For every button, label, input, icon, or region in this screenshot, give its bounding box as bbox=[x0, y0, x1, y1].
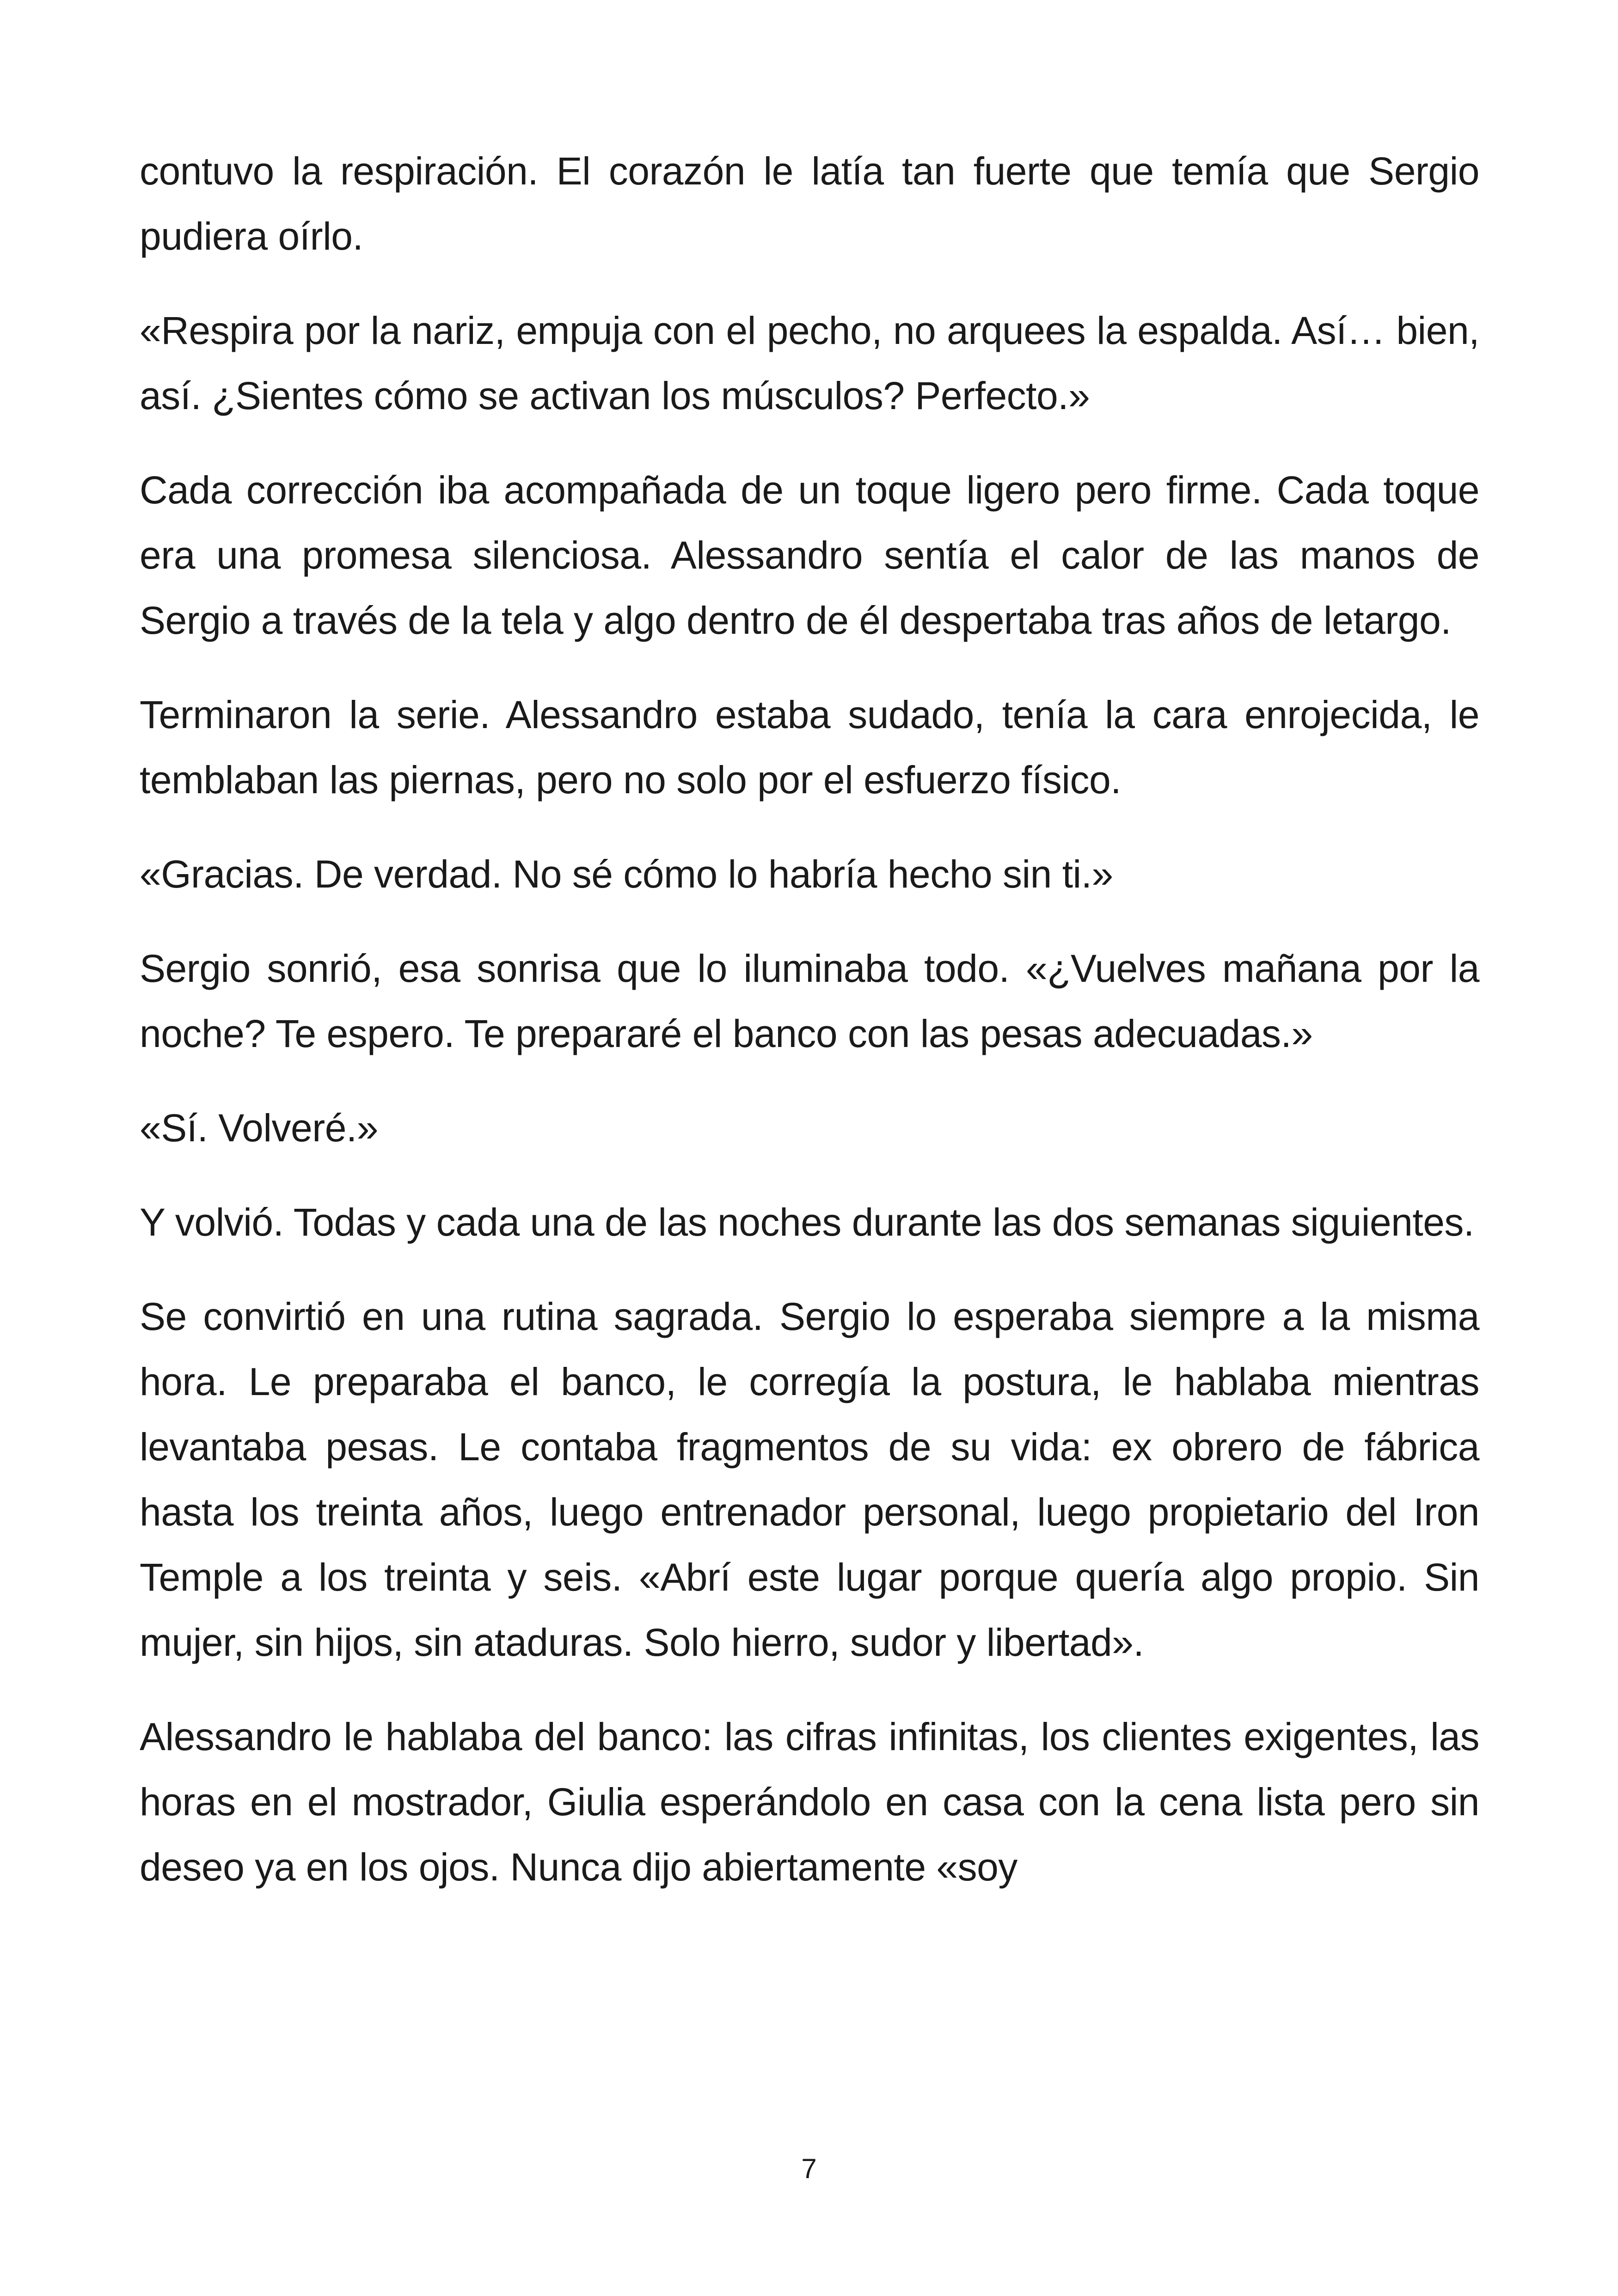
body-text bbox=[140, 139, 1479, 1929]
paragraph: «Gracias. De verdad. No sé cómo lo habría hecho sin ti.» bbox=[140, 852, 1113, 896]
paragraph: Se convirtió en una rutina sagrada. Sergio lo esperaba siempre a la misma hora. Le preparaba el banco, le corregía la postura, le hablaba mientras levantaba pesas. Le contaba fragmentos de su vida: ex obrero de fábrica hasta los treinta años, luego entrenador personal, luego propietario del Iron Temple a los treinta y seis. «Abrí este lugar porque quería algo propio. Sin mujer, sin hijos, sin ataduras. Solo hierro, sudor y libertad». bbox=[140, 1295, 1479, 1664]
paragraph: «Respira por la nariz, empuja con el pecho, no arquees la espalda. Así… bien, así. ¿Sientes cómo se activan los músculos? Perfecto.» bbox=[140, 309, 1479, 417]
paragraph: contuvo la respiración. El corazón le latía tan fuerte que temía que Sergio pudiera oírlo. bbox=[140, 149, 1479, 258]
paragraph: Y volvió. Todas y cada una de las noches durante las dos semanas siguientes. bbox=[140, 1200, 1474, 1244]
paragraph: Alessandro le hablaba del banco: las cifras infinitas, los clientes exigentes, las horas en el mostrador, Giulia esperándolo en casa con la cena lista pero sin deseo ya en los ojos. Nunca dijo abiertamente «soy bbox=[140, 1715, 1479, 1889]
paragraph: Cada corrección iba acompañada de un toque ligero pero firme. Cada toque era una promesa silenciosa. Alessandro sentía el calor de las manos de Sergio a través de la tela y algo dentro de él despertaba tras años de letargo. bbox=[140, 468, 1479, 642]
page-number: 7 bbox=[801, 2153, 817, 2184]
paragraph: «Sí. Volveré.» bbox=[140, 1106, 378, 1150]
paragraph: Sergio sonrió, esa sonrisa que lo iluminaba todo. «¿Vuelves mañana por la noche? Te espero. Te prepararé el banco con las pesas adecuadas.» bbox=[140, 947, 1479, 1055]
paragraph: Terminaron la serie. Alessandro estaba sudado, tenía la cara enrojecida, le temblaban las piernas, pero no solo por el esfuerzo físico. bbox=[140, 693, 1479, 802]
